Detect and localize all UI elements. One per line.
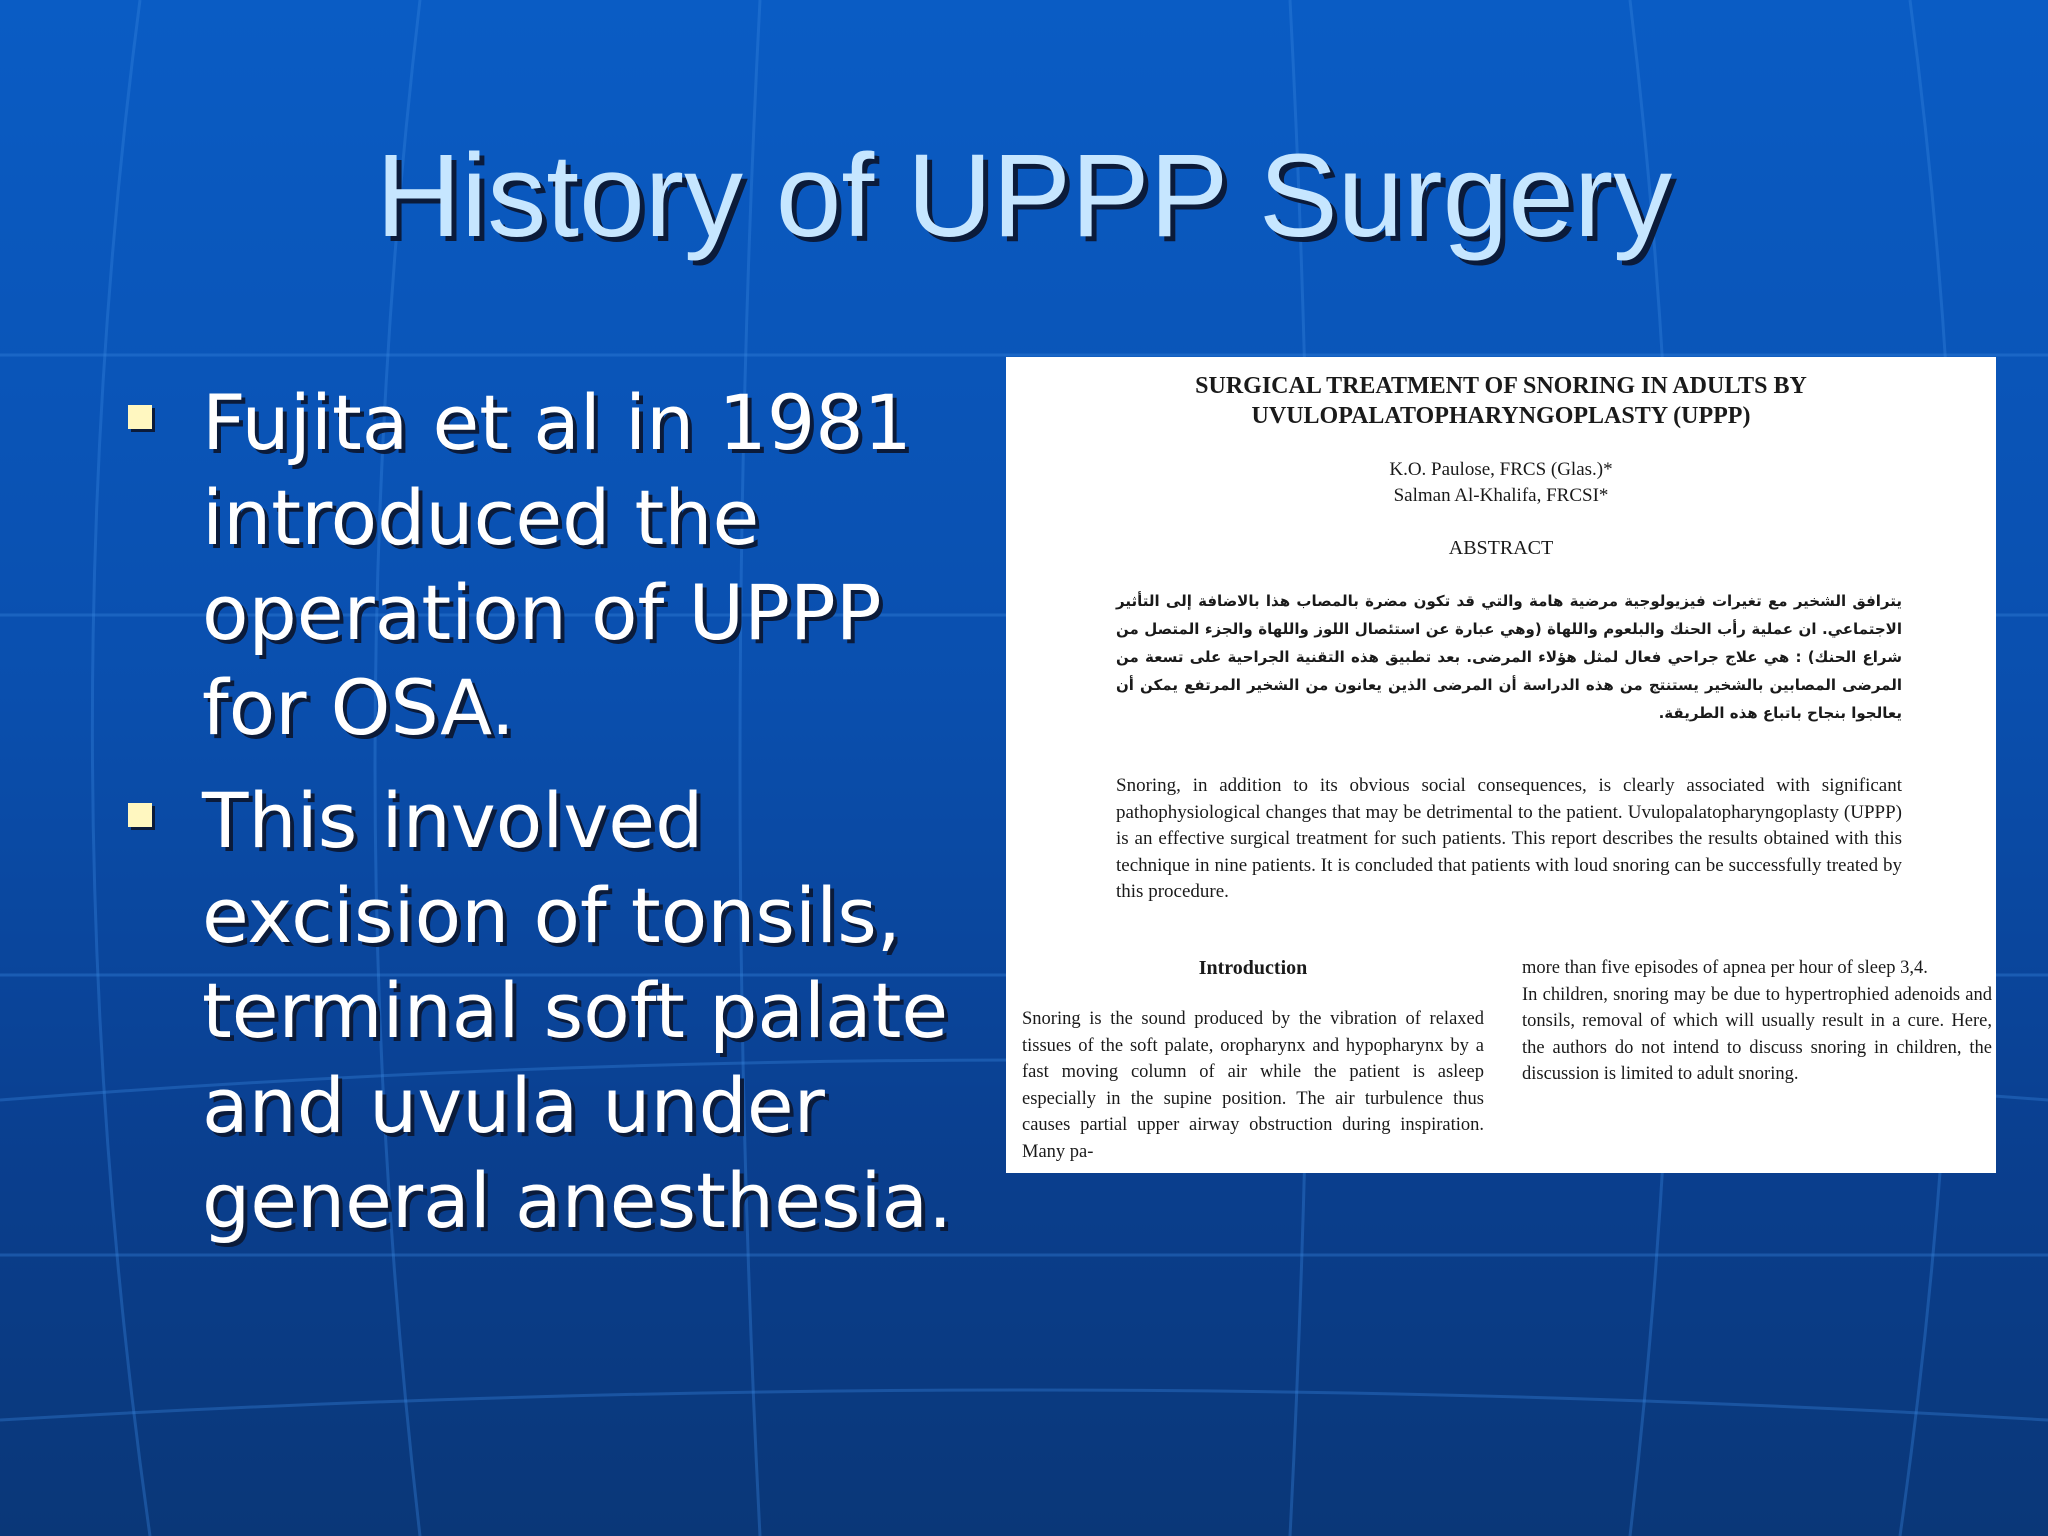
slide-title: History of UPPP Surgery bbox=[375, 130, 1673, 262]
introduction-text: Snoring is the sound produced by the vibration of relaxed tissues of the soft palate, oropharynx and hypopharynx by a fast moving column of air while the patient is asleep especially in the supine position. The air turbulence thus causes partial upper airway obstruction during inspiration. Many pa- bbox=[1022, 1009, 1484, 1162]
square-bullet-icon bbox=[128, 405, 152, 429]
paper-author: K.O. Paulose, FRCS (Glas.)* bbox=[1389, 459, 1613, 480]
paper-title-line: UVULOPALATOPHARYNGOPLASTY (UPPP) bbox=[1251, 403, 1751, 429]
paper-excerpt-image bbox=[1006, 357, 1996, 1173]
bullet-text: Fujita et al in 1981 introduced the operation of UPPP for OSA. bbox=[202, 378, 912, 752]
paper-author: Salman Al-Khalifa, FRCSI* bbox=[1393, 485, 1609, 506]
abstract-heading: ABSTRACT bbox=[1448, 537, 1554, 559]
paper-title bbox=[1006, 371, 1996, 431]
square-bullet-icon bbox=[128, 803, 152, 827]
paper-authors bbox=[1006, 457, 1996, 509]
bullet-text: This involved excision of tonsils, terminal soft palate and uvula under general anesthesia. bbox=[202, 776, 953, 1245]
bullet-item bbox=[126, 773, 1006, 1248]
bullet-list bbox=[126, 375, 1006, 1266]
right-column bbox=[1522, 955, 1992, 1088]
right-column-paragraph: In children, snoring may be due to hypertrophied adenoids and tonsils, removal of which will usually result in a cure. Here, the authors do not intend to discuss snoring in children, the discussion is limited to adult snoring. bbox=[1522, 984, 1992, 1084]
paper-title-line: SURGICAL TREATMENT OF SNORING IN ADULTS BY bbox=[1195, 373, 1807, 399]
abstract-arabic: يترافق الشخير مع تغيرات فيزيولوجية مرضية هامة والتي قد تكون مضرة بالمصاب هذا بالاضافة إلى التأثير الاجتماعي. ان عملية رأب الحنك والبلعوم واللهاة (وهي عبارة عن استئصال اللوز واللهاة والجزء المتصل من شراع الحنك) : هي علاج جراحي فعال لمثل هؤلاء المرضى. بعد تطبيق هذه التقنية الجراحية على تسعة من المرضى المصابين بالشخير يستنتج من هذه الدراسة أن المرضى الذين يعانون من الشخير المرتفع يمكن أن يعالجوا بنجاح باتباع هذه الطريقة. bbox=[1116, 592, 1902, 722]
introduction-heading: Introduction bbox=[1198, 957, 1308, 979]
left-column bbox=[1022, 957, 1484, 1165]
abstract-english: Snoring, in addition to its obvious social consequences, is clearly associated with significant pathophysiological changes that may be detrimental to the patient. Uvulopalatopharyngoplasty (UPPP) is an effective surgical treatment for such patients. This report describes the results obtained with this technique in nine patients. It is concluded that patients with loud snoring can be successfully treated by this procedure. bbox=[1116, 775, 1902, 902]
bullet-item bbox=[126, 375, 1006, 755]
right-column-paragraph: more than five episodes of apnea per hour of sleep 3,4. bbox=[1522, 958, 1928, 978]
